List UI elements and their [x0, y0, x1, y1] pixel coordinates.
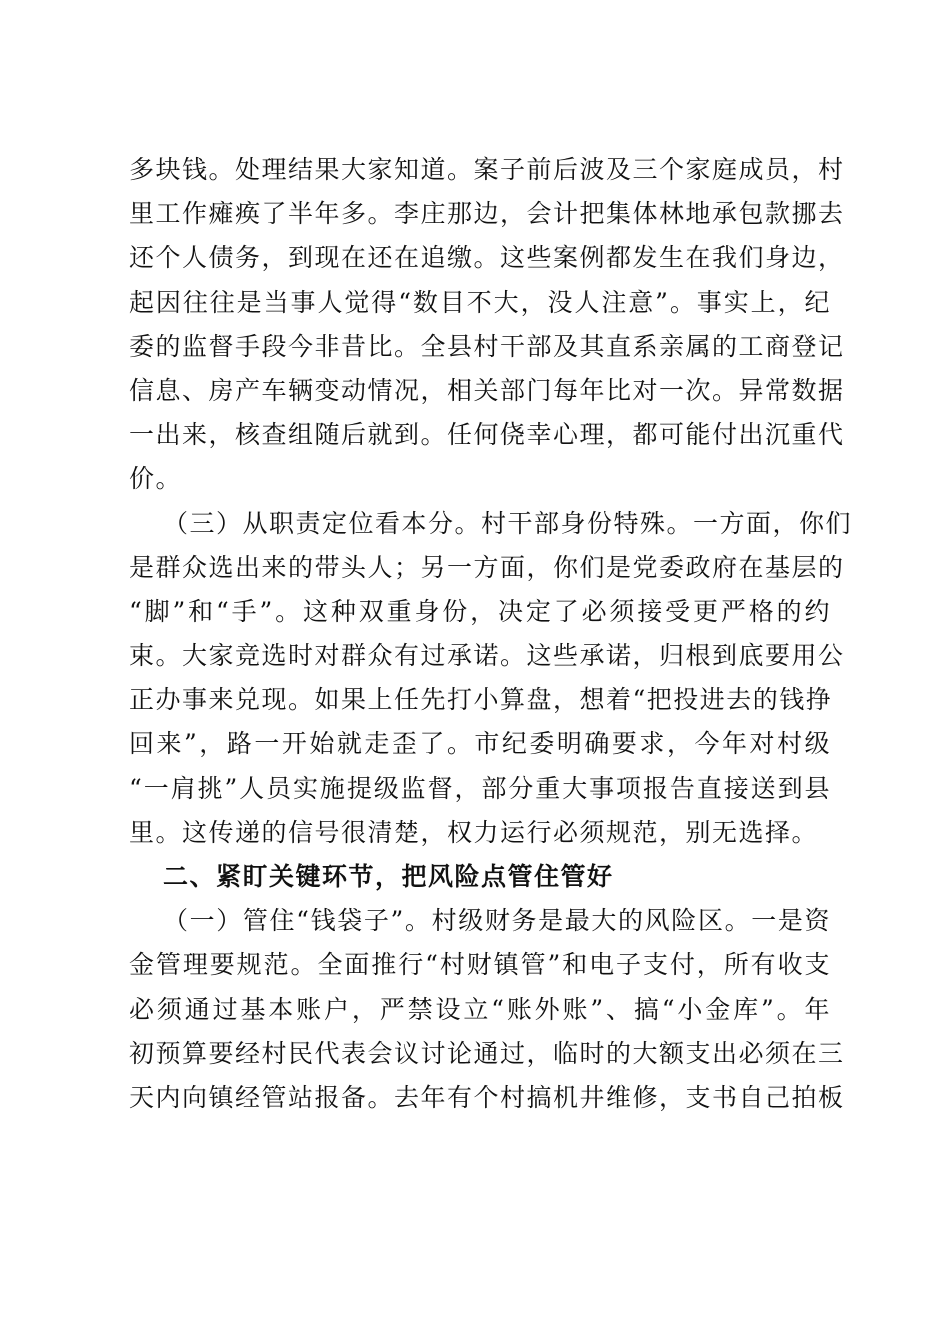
body-line: 价。: [129, 464, 183, 494]
paragraph-start-line: （一）管住“钱袋子”。村级财务是最大的风险区。一是资: [163, 906, 831, 936]
body-line: 正办事来兑现。如果上任先打小算盘，想着“把投进去的钱挣: [129, 685, 833, 715]
body-line: 里。这传递的信号很清楚，权力运行必须规范，别无选择。: [129, 817, 819, 847]
body-line: 委的监督手段今非昔比。全县村干部及其直系亲属的工商登记: [129, 331, 845, 361]
body-line: 起因往往是当事人觉得“数目不大，没人注意”。事实上，纪: [129, 287, 831, 317]
body-line: “脚”和“手”。这种双重身份，决定了必须接受更严格的约: [129, 596, 831, 626]
body-line: 里工作瘫痪了半年多。李庄那边，会计把集体林地承包款挪去: [129, 199, 845, 229]
document-body: [129, 148, 853, 1120]
body-line: 信息、房产车辆变动情况，相关部门每年比对一次。异常数据: [129, 375, 845, 405]
paragraph-start-line: （三）从职责定位看本分。村干部身份特殊。一方面，你们: [163, 508, 853, 538]
body-line: 还个人债务，到现在还在追缴。这些案例都发生在我们身边，: [129, 243, 845, 273]
body-line: 是群众选出来的带头人；另一方面，你们是党委政府在基层的: [129, 552, 845, 582]
body-line: “一肩挑”人员实施提级监督，部分重大事项报告直接送到县: [129, 773, 831, 803]
body-line: 回来”，路一开始就走歪了。市纪委明确要求，今年对村级: [129, 729, 831, 759]
body-line: 金管理要规范。全面推行“村财镇管”和电子支付，所有收支: [129, 950, 831, 980]
body-line: 初预算要经村民代表会议讨论通过，临时的大额支出必须在三: [129, 1038, 845, 1068]
body-line: 一出来，核查组随后就到。任何侥幸心理，都可能付出沉重代: [129, 420, 845, 450]
section-heading: 二、紧盯关键环节，把风险点管住管好: [163, 862, 614, 891]
body-line: 天内向镇经管站报备。去年有个村搞机井维修，支书自己拍板: [129, 1082, 845, 1112]
body-line: 必须通过基本账户，严禁设立“账外账”、搞“小金库”。年: [129, 994, 831, 1024]
body-line: 束。大家竞选时对群众有过承诺。这些承诺，归根到底要用公: [129, 641, 845, 671]
body-line: 多块钱。处理结果大家知道。案子前后波及三个家庭成员，村: [129, 155, 845, 184]
